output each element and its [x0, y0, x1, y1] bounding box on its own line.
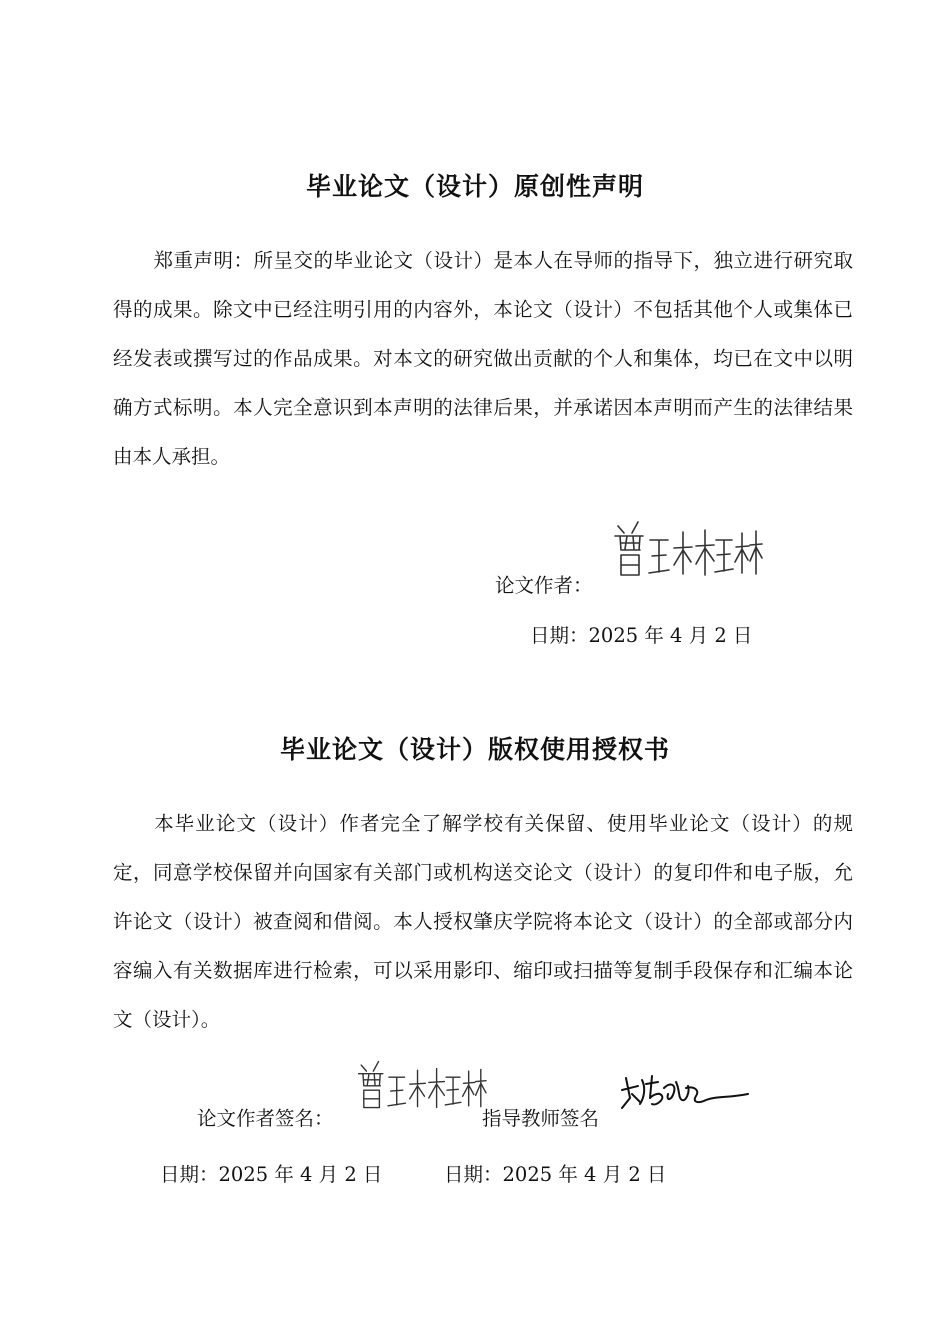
declaration-title: 毕业论文（设计）原创性声明 — [305, 172, 644, 201]
advisor-sign-label: 指导教师签名 — [482, 1107, 600, 1130]
declaration-author-signature — [612, 518, 762, 580]
author-date: 日期：2025 年 4 月 2 日 — [160, 1163, 383, 1186]
advisor-date: 日期：2025 年 4 月 2 日 — [444, 1163, 667, 1186]
authorization-text: 本毕业论文（设计）作者完全了解学校有关保留、使用毕业论文（设计）的规定，同意学校保留并向国家有关部门或机构送交论文（设计）的复印件和电子版，允许论文（设计）被查阅和借阅。本人授权肇庆学院将本论文（设计）的全部或部分内容编入有关数据库进行检索，可以采用影印、缩印或扫描等复制手段保存和汇编本论文（设计）。 — [113, 812, 853, 1031]
advisor-signature — [616, 1068, 750, 1112]
authorization-body — [113, 799, 853, 1044]
declaration-author-label: 论文作者： — [495, 574, 593, 597]
authorization-title: 毕业论文（设计）版权使用授权书 — [279, 735, 670, 764]
declaration-date: 日期：2025 年 4 月 2 日 — [530, 624, 753, 647]
authorization-author-signature — [356, 1056, 486, 1114]
declaration-body — [113, 236, 853, 481]
declaration-text: 郑重声明：所呈交的毕业论文（设计）是本人在导师的指导下，独立进行研究取得的成果。除文中已经注明引用的内容外，本论文（设计）不包括其他个人或集体已经发表或撰写过的作品成果。对本文的研究做出贡献的个人和集体，均已在文中以明确方式标明。本人完全意识到本声明的法律后果，并承诺因本声明而产生的法律结果由本人承担。 — [113, 249, 853, 468]
author-sign-label: 论文作者签名： — [197, 1107, 334, 1130]
